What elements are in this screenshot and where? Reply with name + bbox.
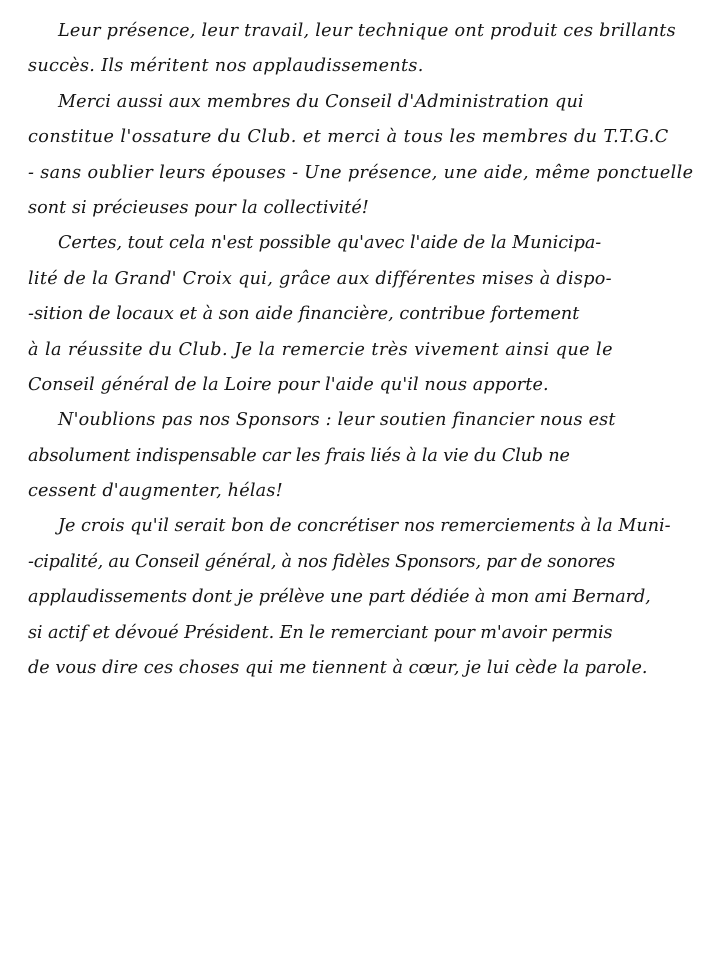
letter-line: constitue l'ossature du Club. et merci à tous les membres du T.T.G.C	[28, 127, 669, 148]
letter-body	[28, 14, 696, 686]
letter-line: si actif et dévoué Président. En le remerciant pour m'avoir permis	[28, 622, 613, 643]
letter-line: sont si précieuses pour la collectivité!	[28, 197, 369, 218]
letter-line: Leur présence, leur travail, leur technique ont produit ces brillants	[58, 21, 676, 41]
letter-line: succès. Ils méritent nos applaudissements.	[28, 56, 424, 77]
letter-line: -sition de locaux et à son aide financière, contribue fortement	[28, 304, 580, 325]
letter-line: Je crois qu'il serait bon de concrétiser nos remerciements à la Muni-	[58, 516, 671, 537]
letter-line: lité de la Grand' Croix qui, grâce aux différentes mises à dispo-	[28, 268, 612, 289]
letter-line: Merci aussi aux membres du Conseil d'Administration qui	[58, 91, 584, 112]
letter-line: de vous dire ces choses qui me tiennent à cœur, je lui cède la parole.	[28, 658, 648, 679]
letter-line: - sans oublier leurs épouses - Une présence, une aide, même ponctuelle	[28, 162, 694, 183]
letter-line: absolument indispensable car les frais liés à la vie du Club ne	[28, 445, 570, 466]
letter-line: Certes, tout cela n'est possible qu'avec l'aide de la Municipa-	[58, 233, 602, 254]
letter-line: applaudissements dont je prélève une part dédiée à mon ami Bernard,	[28, 587, 651, 608]
letter-line: N'oublions pas nos Sponsors : leur soutien financier nous est	[58, 410, 616, 431]
letter-line: -cipalité, au Conseil général, à nos fidèles Sponsors, par de sonores	[28, 551, 616, 572]
letter-line: cessent d'augmenter, hélas!	[28, 481, 283, 502]
letter-line: Conseil général de la Loire pour l'aide qu'il nous apporte.	[28, 374, 549, 395]
letter-line: à la réussite du Club. Je la remercie très vivement ainsi que le	[28, 339, 613, 360]
